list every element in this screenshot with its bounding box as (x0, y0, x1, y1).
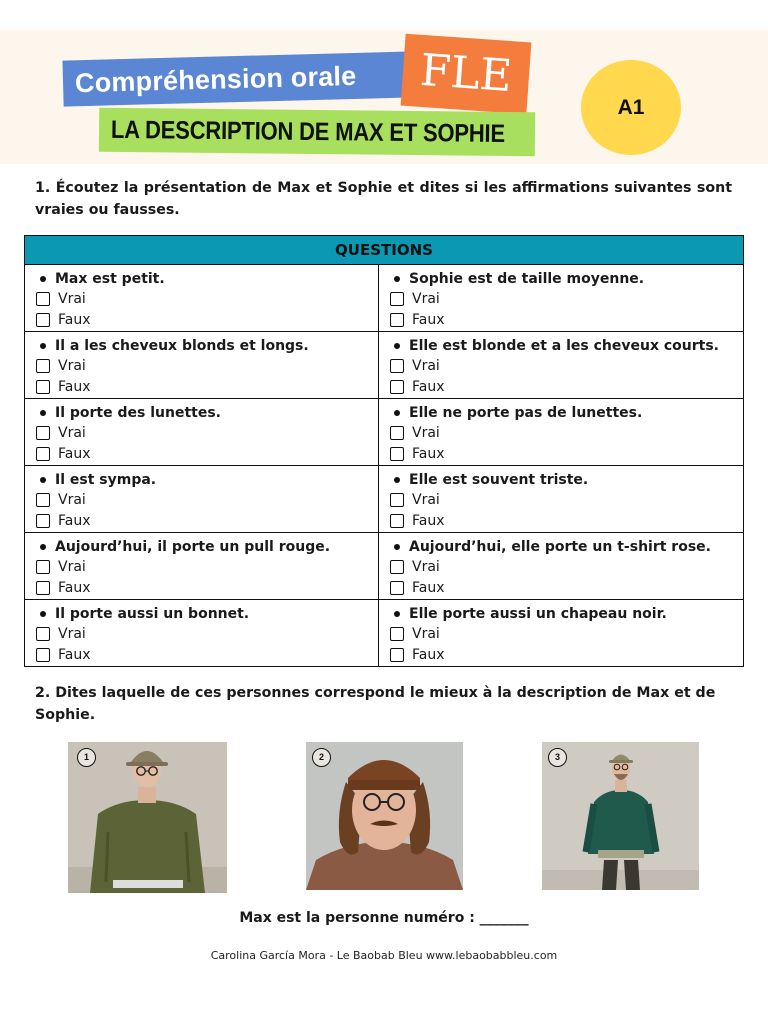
option-false[interactable] (36, 511, 378, 532)
option-true-label: Vrai (412, 492, 440, 508)
checkbox-true[interactable] (390, 560, 404, 574)
option-true[interactable] (390, 624, 743, 645)
option-true[interactable] (36, 356, 378, 377)
checkbox-true[interactable] (390, 493, 404, 507)
checkbox-true[interactable] (390, 359, 404, 373)
checkbox-false[interactable] (390, 447, 404, 461)
option-false[interactable] (390, 511, 743, 532)
bullet-icon (394, 544, 400, 550)
table-row (25, 533, 743, 600)
bullet-icon (394, 410, 400, 416)
person-photo-2 (306, 742, 463, 890)
subtitle-banner (99, 108, 535, 157)
option-true[interactable] (390, 423, 743, 444)
title-banner (62, 51, 413, 106)
option-false[interactable] (390, 444, 743, 465)
checkbox-true[interactable] (390, 627, 404, 641)
option-false[interactable] (390, 377, 743, 398)
table-row (25, 399, 743, 466)
question-cell-left (25, 399, 379, 465)
option-false[interactable] (36, 444, 378, 465)
person-photo-3 (542, 742, 699, 890)
checkbox-true[interactable] (390, 292, 404, 306)
question-statement (36, 470, 378, 490)
question-text: Il porte aussi un bonnet. (55, 606, 250, 622)
option-true[interactable] (390, 356, 743, 377)
exercise2-instruction: 2. Dites laquelle de ces personnes correspond le mieux à la description de Max et de Sophie. (35, 685, 716, 723)
option-true[interactable] (36, 423, 378, 444)
option-true-label: Vrai (412, 358, 440, 374)
question-cell-left (25, 533, 379, 599)
checkbox-true[interactable] (36, 627, 50, 641)
checkbox-false[interactable] (36, 313, 50, 327)
bullet-icon (40, 276, 46, 282)
option-true[interactable] (390, 289, 743, 310)
page-subtitle: LA DESCRIPTION DE MAX ET SOPHIE (110, 114, 506, 148)
question-text: Elle porte aussi un chapeau noir. (409, 606, 667, 622)
question-text: Aujourd’hui, il porte un pull rouge. (55, 539, 331, 555)
option-false[interactable] (36, 645, 378, 666)
checkbox-true[interactable] (36, 292, 50, 306)
question-text: Sophie est de taille moyenne. (409, 271, 645, 287)
photo-number-2: 2 (312, 748, 331, 767)
table-row (25, 600, 743, 667)
checkbox-false[interactable] (36, 380, 50, 394)
question-text: Elle est souvent triste. (409, 472, 589, 488)
option-false[interactable] (390, 578, 743, 599)
option-false[interactable] (390, 645, 743, 666)
question-statement (36, 403, 378, 423)
level-badge (581, 60, 681, 155)
question-statement (390, 470, 743, 490)
option-false-label: Faux (412, 311, 445, 328)
checkbox-true[interactable] (36, 359, 50, 373)
option-false-label: Faux (412, 512, 445, 529)
option-false-label: Faux (412, 445, 445, 462)
bullet-icon (40, 477, 46, 483)
option-false-label: Faux (58, 512, 91, 529)
checkbox-false[interactable] (390, 380, 404, 394)
question-text: Il porte des lunettes. (55, 405, 221, 421)
option-false[interactable] (36, 578, 378, 599)
bullet-icon (394, 343, 400, 349)
option-false-label: Faux (58, 445, 91, 462)
question-cell-right (379, 332, 743, 398)
bullet-icon (40, 611, 46, 617)
option-true-label: Vrai (412, 425, 440, 441)
option-false[interactable] (36, 377, 378, 398)
checkbox-true[interactable] (36, 426, 50, 440)
answer-prompt: Max est la personne numéro : _______ (239, 910, 529, 926)
question-cell-left (25, 265, 379, 331)
option-true-label: Vrai (58, 492, 86, 508)
question-statement (36, 336, 378, 356)
question-statement (390, 269, 743, 289)
question-cell-left (25, 466, 379, 532)
person-photo-1 (68, 742, 227, 893)
question-text: Elle est blonde et a les cheveux courts. (409, 338, 719, 354)
option-false-label: Faux (412, 646, 445, 663)
checkbox-false[interactable] (36, 514, 50, 528)
page-title: Compréhension orale (74, 60, 357, 99)
question-cell-right (379, 265, 743, 331)
option-true-label: Vrai (412, 626, 440, 642)
option-true-label: Vrai (58, 559, 86, 575)
option-true[interactable] (390, 490, 743, 511)
option-false-label: Faux (58, 311, 91, 328)
checkbox-false[interactable] (36, 581, 50, 595)
questions-table (24, 235, 744, 667)
footer-credit: Carolina García Mora - Le Baobab Bleu www.lebaobabbleu.com (210, 949, 558, 962)
option-true[interactable] (36, 557, 378, 578)
table-header: QUESTIONS (25, 236, 743, 265)
option-false[interactable] (390, 310, 743, 331)
question-statement (390, 604, 743, 624)
checkbox-false[interactable] (390, 648, 404, 662)
option-false[interactable] (36, 310, 378, 331)
checkbox-true[interactable] (36, 493, 50, 507)
question-text: Il a les cheveux blonds et longs. (55, 338, 309, 354)
checkbox-false[interactable] (390, 313, 404, 327)
bullet-icon (40, 410, 46, 416)
table-row (25, 265, 743, 332)
bullet-icon (40, 544, 46, 550)
option-true-label: Vrai (412, 291, 440, 307)
option-true[interactable] (36, 624, 378, 645)
question-cell-right (379, 533, 743, 599)
option-true-label: Vrai (58, 425, 86, 441)
option-false-label: Faux (412, 378, 445, 395)
checkbox-false[interactable] (36, 447, 50, 461)
option-true[interactable] (36, 490, 378, 511)
question-cell-right (379, 466, 743, 532)
question-text: Il est sympa. (55, 472, 157, 488)
bullet-icon (394, 276, 400, 282)
question-cell-left (25, 600, 379, 667)
exercise1-instruction: 1. Écoutez la présentation de Max et Sophie et dites si les affirmations suivantes sont vraies ou fausses. (35, 180, 732, 218)
option-true-label: Vrai (58, 358, 86, 374)
table-row (25, 466, 743, 533)
option-true-label: Vrai (58, 291, 86, 307)
checkbox-true[interactable] (390, 426, 404, 440)
question-statement (390, 403, 743, 423)
checkbox-false[interactable] (390, 581, 404, 595)
question-cell-right (379, 399, 743, 465)
question-statement (36, 537, 378, 557)
checkbox-false[interactable] (36, 648, 50, 662)
question-cell-left (25, 332, 379, 398)
bullet-icon (394, 477, 400, 483)
fle-badge-label: FLE (418, 44, 514, 103)
question-text: Aujourd’hui, elle porte un t-shirt rose. (409, 539, 711, 555)
table-row (25, 332, 743, 399)
bullet-icon (40, 343, 46, 349)
option-false-label: Faux (58, 579, 91, 596)
checkbox-true[interactable] (36, 560, 50, 574)
level-label: A1 (617, 96, 645, 119)
option-true-label: Vrai (58, 626, 86, 642)
question-statement (36, 269, 378, 289)
question-text: Elle ne porte pas de lunettes. (409, 405, 643, 421)
option-false-label: Faux (58, 646, 91, 663)
option-true-label: Vrai (412, 559, 440, 575)
photo-number-1: 1 (77, 748, 96, 767)
option-false-label: Faux (58, 378, 91, 395)
option-true[interactable] (390, 557, 743, 578)
option-false-label: Faux (412, 579, 445, 596)
question-statement (36, 604, 378, 624)
question-cell-right (379, 600, 743, 667)
question-text: Max est petit. (55, 271, 165, 287)
question-statement (390, 336, 743, 356)
question-statement (390, 537, 743, 557)
photo-number-3: 3 (548, 748, 567, 767)
bullet-icon (394, 611, 400, 617)
fle-badge (401, 34, 532, 115)
option-true[interactable] (36, 289, 378, 310)
checkbox-false[interactable] (390, 514, 404, 528)
